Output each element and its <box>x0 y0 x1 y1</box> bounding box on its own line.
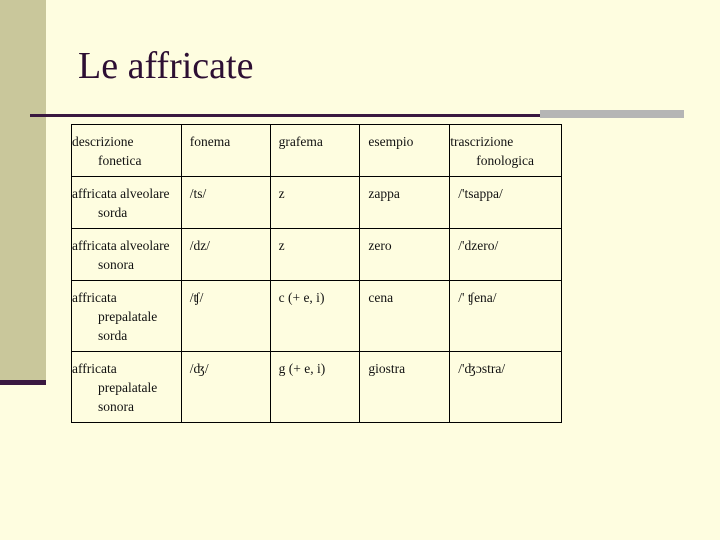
table-header-row <box>72 125 562 177</box>
title-underline <box>30 114 540 117</box>
header-cell: fonema <box>181 125 270 177</box>
table-row <box>72 177 562 229</box>
header-cell: trascrizione fonologica <box>450 125 562 177</box>
slide-title: Le affricate <box>78 45 254 87</box>
table-row <box>72 281 562 352</box>
table-cell: cena <box>360 281 450 352</box>
header-cell: grafema <box>270 125 360 177</box>
side-decoration-bar <box>0 0 46 383</box>
header-cell: esempio <box>360 125 450 177</box>
table-cell: giostra <box>360 352 450 423</box>
table-cell: z <box>270 229 360 281</box>
table-cell: zappa <box>360 177 450 229</box>
table-row <box>72 352 562 423</box>
table-cell: affricata prepalatale sonora <box>72 352 182 423</box>
table-cell: /ts/ <box>181 177 270 229</box>
table-cell: /'dzero/ <box>450 229 562 281</box>
table-cell: g (+ e, i) <box>270 352 360 423</box>
table-cell: /' ʧena/ <box>450 281 562 352</box>
table-cell: affricata alveolare sonora <box>72 229 182 281</box>
table-cell: c (+ e, i) <box>270 281 360 352</box>
table-cell: z <box>270 177 360 229</box>
affricate-table <box>71 124 562 423</box>
table-cell: /ʧ/ <box>181 281 270 352</box>
table-cell: affricata prepalatale sorda <box>72 281 182 352</box>
table-cell: /dz/ <box>181 229 270 281</box>
table-row <box>72 229 562 281</box>
table-cell: /'tsappa/ <box>450 177 562 229</box>
table-cell: zero <box>360 229 450 281</box>
header-cell: descrizione fonetica <box>72 125 182 177</box>
title-underline-accent <box>540 110 684 118</box>
table-cell: /'ʤɔstra/ <box>450 352 562 423</box>
side-decoration-accent <box>0 380 46 385</box>
table-cell: /ʤ/ <box>181 352 270 423</box>
table-cell: affricata alveolare sorda <box>72 177 182 229</box>
